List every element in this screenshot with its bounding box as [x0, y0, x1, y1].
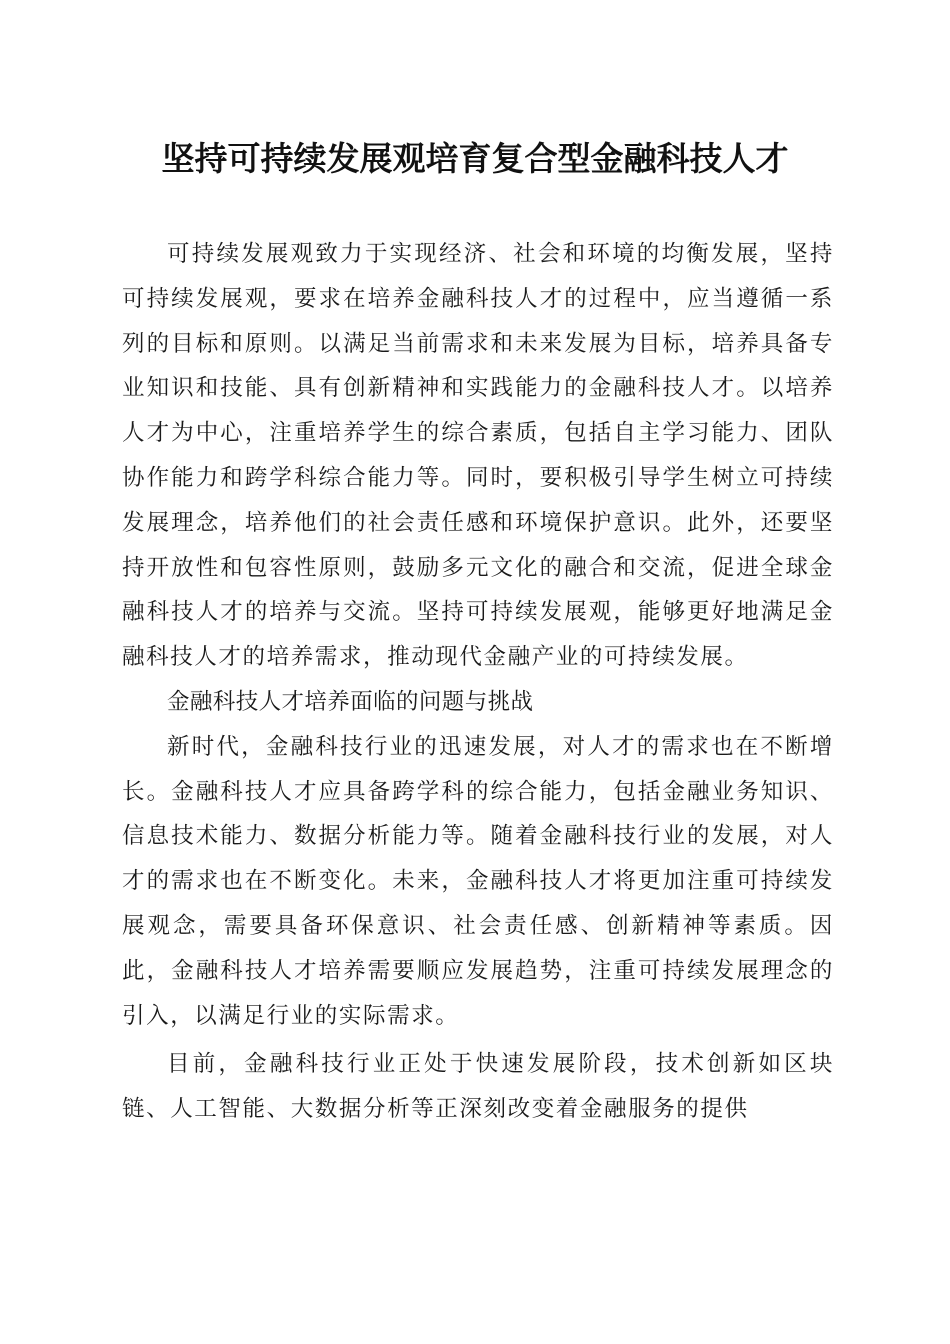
paragraph-talent-demand: 新时代，金融科技行业的迅速发展，对人才的需求也在不断增长。金融科技人才应具备跨学科的综合能力，包括金融业务知识、信息技术能力、数据分析能力等。随着金融科技行业的发展，对人才的需求也在不断变化。未来，金融科技人才将更加注重可持续发展观念，需要具备环保意识、社会责任感、创新精神等素质。因此，金融科技人才培养需要顺应发展趋势，注重可持续发展理念的引入，以满足行业的实际需求。: [122, 733, 834, 1029]
paragraph-sustainable-development: 可持续发展观致力于实现经济、社会和环境的均衡发展，坚持可持续发展观，要求在培养金融科技人才的过程中，应当遵循一系列的目标和原则。以满足当前需求和未来发展为目标，培养具备专业知识和技能、具有创新精神和实践能力的金融科技人才。以培养人才为中心，注重培养学生的综合素质，包括自主学习能力、团队协作能力和跨学科综合能力等。同时，要积极引导学生树立可持续发展理念，培养他们的社会责任感和环境保护意识。此外，还要坚持开放性和包容性原则，鼓励多元文化的融合和交流，促进全球金融科技人才的培养与交流。坚持可持续发展观，能够更好地满足金融科技人才的培养需求，推动现代金融产业的可持续发展。: [122, 241, 834, 671]
document-title: 坚持可持续发展观培育复合型金融科技人才: [161, 139, 789, 178]
section-heading-problems-challenges: 金融科技人才培养面临的问题与挑战: [167, 688, 534, 715]
document-body: [122, 232, 834, 1132]
paragraph-current-status: 目前，金融科技行业正处于快速发展阶段，技术创新如区块链、人工智能、大数据分析等正深刻改变着金融服务的提供: [122, 1051, 834, 1123]
